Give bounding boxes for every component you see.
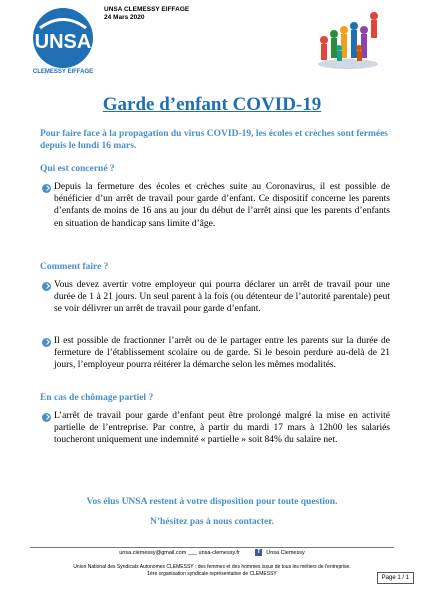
section-paragraph: L’arrêt de travail pour garde d’enfant peut être prolongé malgré la mise en activité partielle de l’entreprise. Par contre, à partir du mardi 17 mars à 12h00 les salariés toucheront uniquement une indemnité « partielle » soit 84% du salaire net. <box>54 411 390 446</box>
section-heading: Qui est concerné ? <box>40 164 115 174</box>
footer-website[interactable]: unsa-clemessy.fr <box>198 549 240 556</box>
check-bullet-icon <box>42 338 51 347</box>
footer-divider <box>30 547 394 548</box>
footer-line-2: 1ère organisation syndicale représentative de CLEMESSY <box>147 571 277 577</box>
footer-email[interactable]: unsa.clemessy@gmail.com <box>119 549 187 556</box>
unsa-logo <box>30 6 96 76</box>
section-paragraph: Il est possible de fractionner l’arrêt ou de le partager entre les parents sur la durée de fermeture de l’établissement scolaire ou de garde. Si le besoin perdure au-delà de 21 jours, l’employeur pourra réitérer la démarche selon les mêmes modalités. <box>54 336 390 371</box>
header <box>0 0 424 80</box>
page-title: Garde d’enfant COVID-19 <box>102 94 322 115</box>
people-illustration <box>312 4 386 74</box>
logo-letters: UNSA <box>34 31 92 53</box>
page-number: Page 1 / 1 <box>377 572 414 584</box>
footer-text <box>0 564 424 578</box>
header-org: UNSA CLEMESSY EIFFAGE <box>104 6 190 13</box>
footer-line-1: Union National des Syndicats Autonomes CLEMESSY : des femmes et des hommes issus de tous les métiers de l'entreprise. <box>73 564 351 570</box>
closing-line: N’hésitez pas à nous contacter. <box>150 517 274 527</box>
logo-caption: CLEMESSY EIFFAGE <box>32 69 94 75</box>
check-bullet-icon <box>42 413 51 422</box>
header-date: 24 Mars 2020 <box>104 14 145 21</box>
check-bullet-icon <box>42 282 51 291</box>
section-heading: En cas de chômage partiel ? <box>40 393 154 403</box>
section-heading: Comment faire ? <box>40 262 109 272</box>
closing-line: Vos élus UNSA restent à votre disposition pour toute question. <box>86 497 338 507</box>
footer-facebook[interactable]: Unsa Clemessy <box>266 549 305 556</box>
section-paragraph: Vous devez avertir votre employeur qui pourra déclarer un arrêt de travail pour une durée de 1 à 21 jours. Un seul parent à la fois (ou détenteur de l’autorité parentale) peut se voir délivrer un arrêt de travail pour garde d’enfant. <box>54 280 390 315</box>
section-paragraph: Depuis la fermeture des écoles et crèches suite au Coronavirus, il est possible de bénéficier d’un arrêt de travail pour garde d’enfant. Ce dispositif concerne les parents d’enfants de moins de 16 ans au jour du début de l’arrêt ainsi que les parents d’enfants en situation de handicap sans limite d’âge. <box>54 182 390 229</box>
facebook-icon: f <box>255 549 262 556</box>
intro-text: Pour faire face à la propagation du virus COVID-19, les écoles et crèches sont fermées depuis le lundi 16 mars. <box>40 129 389 151</box>
footer-contacts: unsa.clemessy@gmail.com ___ unsa-clemessy.fr f Unsa Clemessy <box>119 549 305 556</box>
header-text <box>104 6 189 22</box>
check-bullet-icon <box>42 184 51 193</box>
